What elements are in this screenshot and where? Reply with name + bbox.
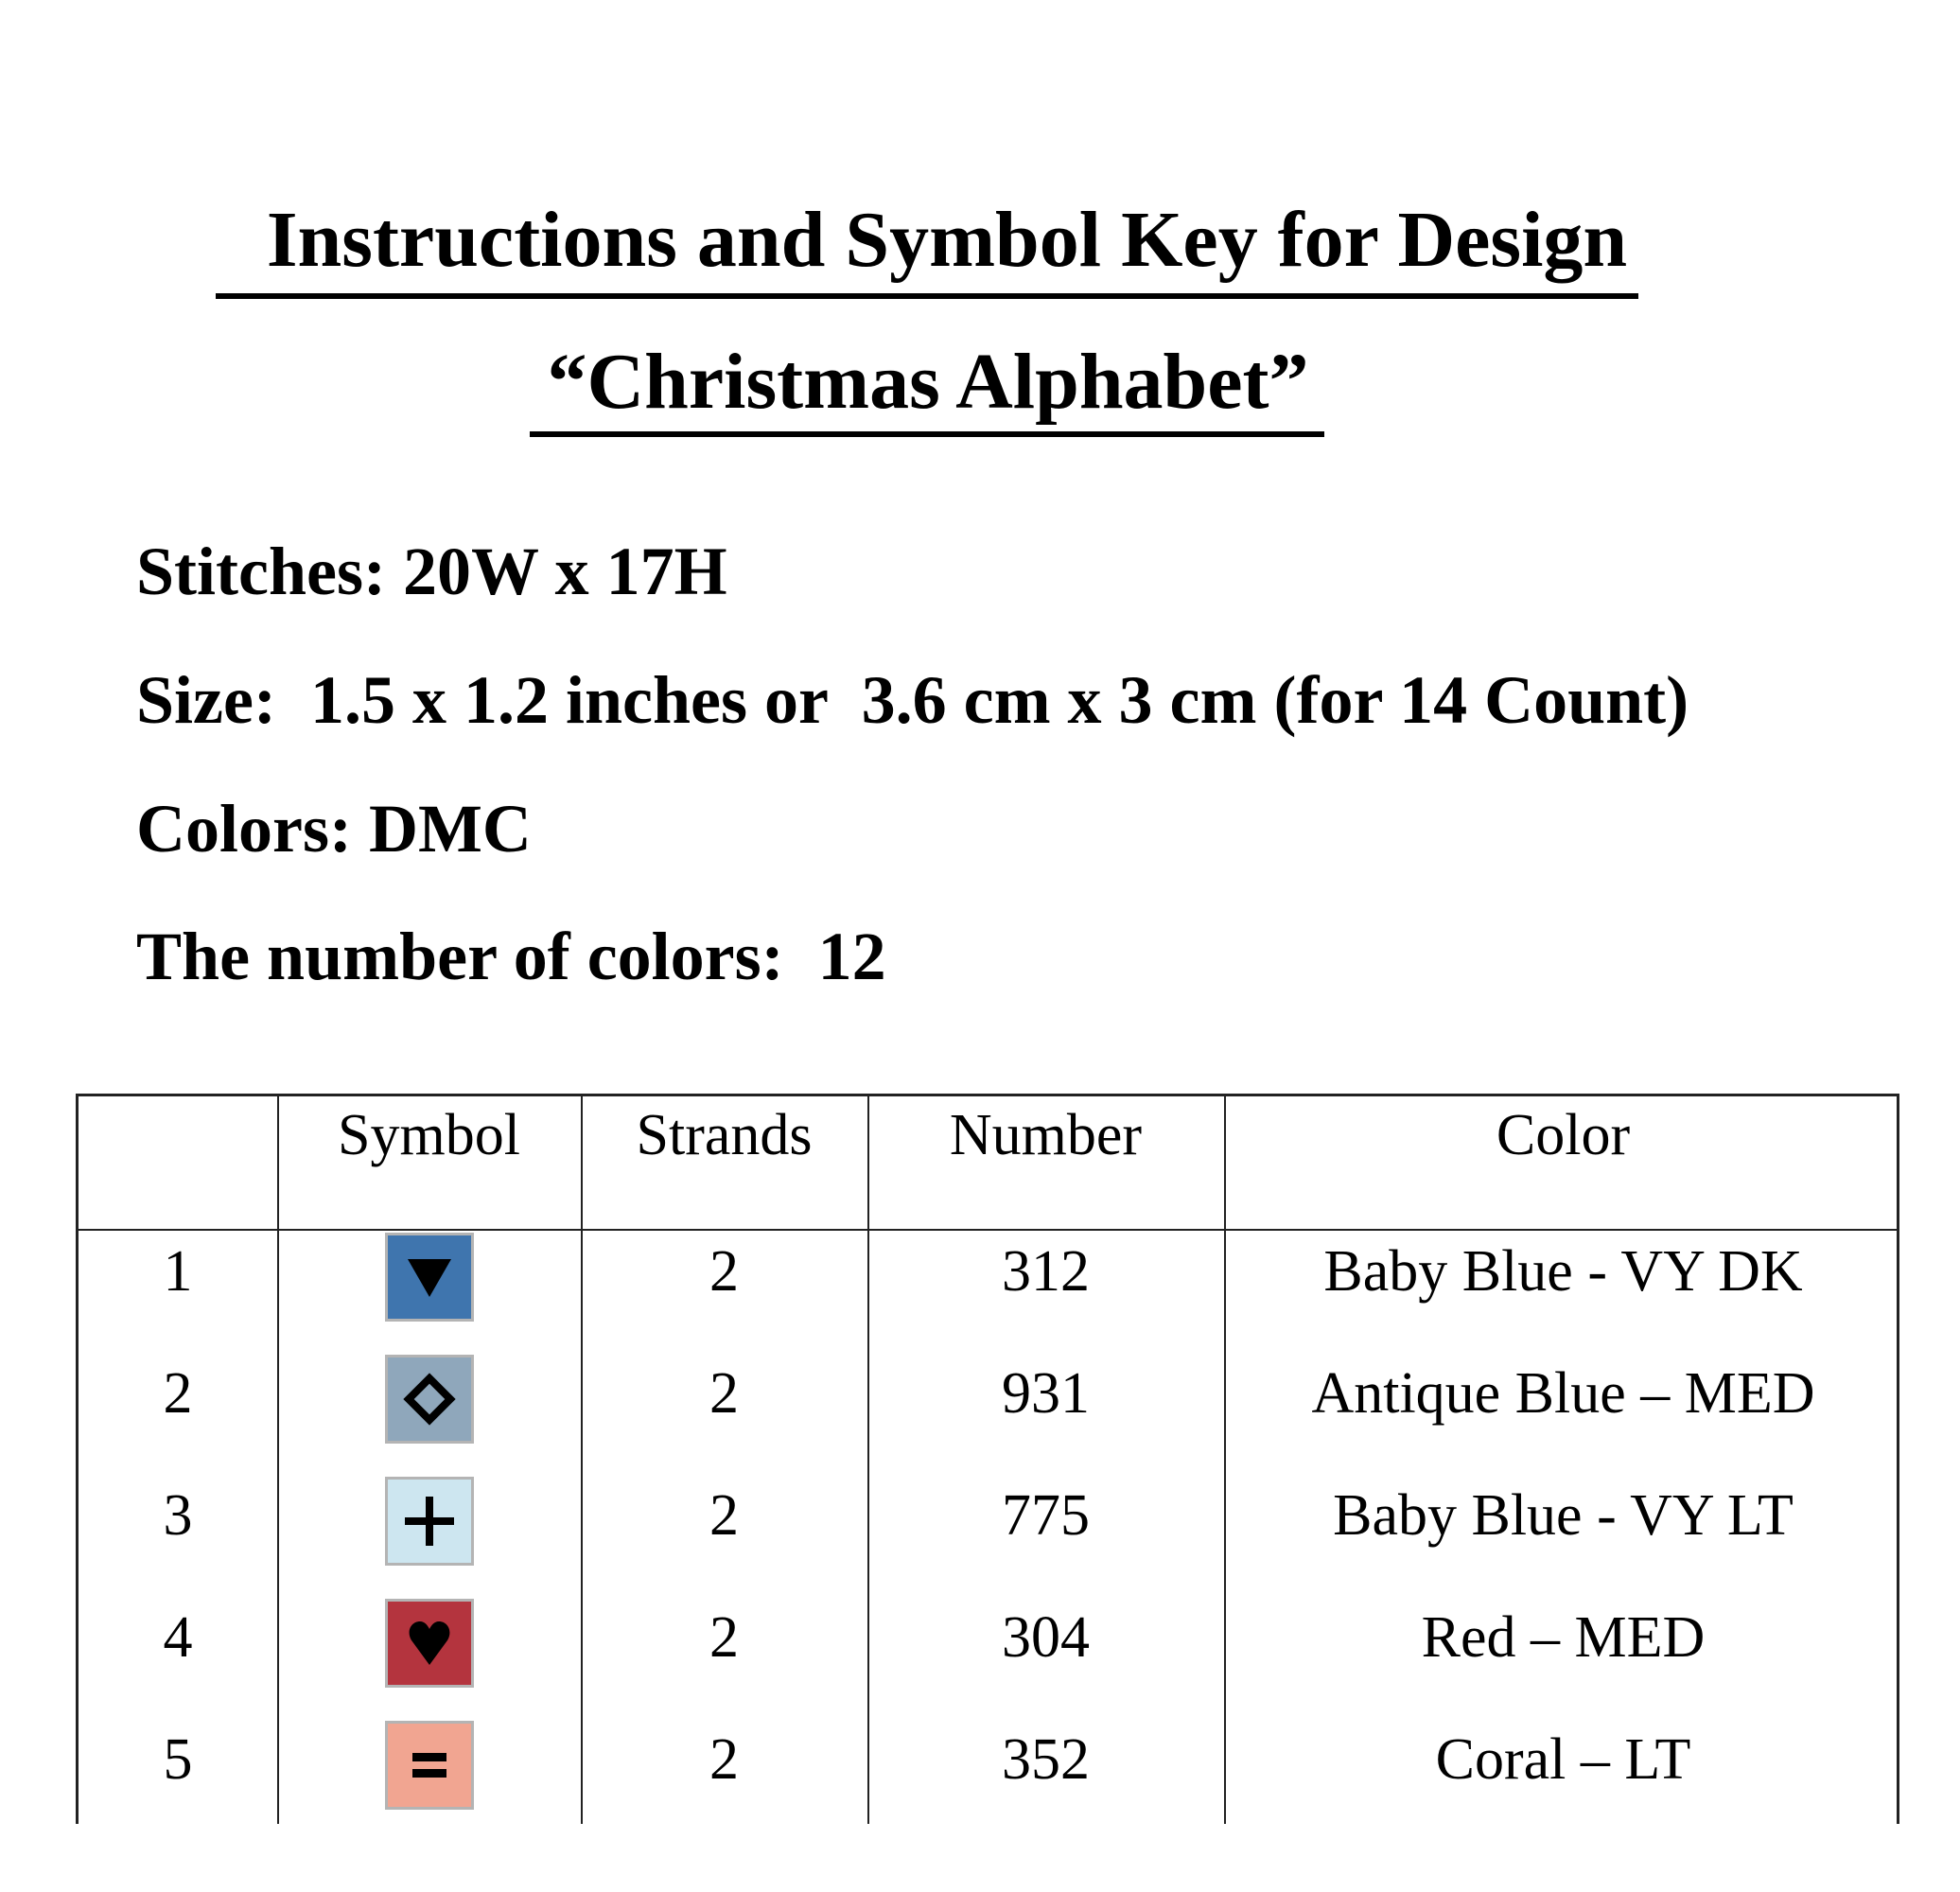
symbol-swatch [385,1599,474,1688]
row-strands: 2 [709,1239,739,1304]
row-color-name: Red – MED [1421,1605,1706,1670]
header-number: Number [949,1103,1143,1167]
column-divider [277,1096,279,1824]
header-strands: Strands [636,1103,813,1167]
row-color-name: Antique Blue – MED [1311,1361,1815,1426]
row-color-name: Baby Blue - VY DK [1323,1239,1803,1304]
stitches-info: Stitches: 20W x 17H [136,534,727,609]
row-number: 304 [1002,1605,1090,1670]
row-index: 1 [163,1239,193,1304]
header-color: Color [1496,1103,1631,1167]
colors-info: Colors: DMC [136,791,532,867]
row-strands: 2 [709,1483,739,1548]
header-divider [79,1229,1897,1231]
design-name-text: “Christmas Alphabet” [530,342,1323,437]
row-index: 3 [163,1483,193,1548]
equals-icon [411,1749,448,1781]
row-strands: 2 [709,1361,739,1426]
column-divider [581,1096,583,1824]
size-info: Size: 1.5 x 1.2 inches or 3.6 cm x 3 cm (for 14 Count) [136,662,1689,738]
color-count-info: The number of colors: 12 [136,919,886,994]
symbol-swatch [385,1477,474,1566]
row-number: 931 [1002,1361,1090,1426]
row-color-name: Coral – LT [1435,1727,1691,1792]
symbol-swatch [385,1355,474,1444]
diamond-outline-icon [403,1373,456,1426]
row-index: 2 [163,1361,193,1426]
heart-icon [408,1620,451,1667]
row-color-name: Baby Blue - VY LT [1333,1483,1794,1548]
column-divider [1224,1096,1226,1824]
row-index: 4 [163,1605,193,1670]
page-title [0,196,1854,299]
row-strands: 2 [709,1605,739,1670]
row-index: 5 [163,1727,193,1792]
row-strands: 2 [709,1727,739,1792]
down-triangle-icon [406,1255,453,1299]
row-number: 775 [1002,1483,1090,1548]
symbol-swatch [385,1721,474,1810]
row-number: 312 [1002,1239,1090,1304]
row-number: 352 [1002,1727,1090,1792]
header-symbol: Symbol [338,1103,520,1167]
design-name [0,338,1854,437]
column-divider [867,1096,869,1824]
page-title-text: Instructions and Symbol Key for Design [216,201,1638,299]
symbol-swatch [385,1233,474,1322]
symbol-key-table [76,1094,1899,1824]
plus-icon [403,1495,456,1548]
